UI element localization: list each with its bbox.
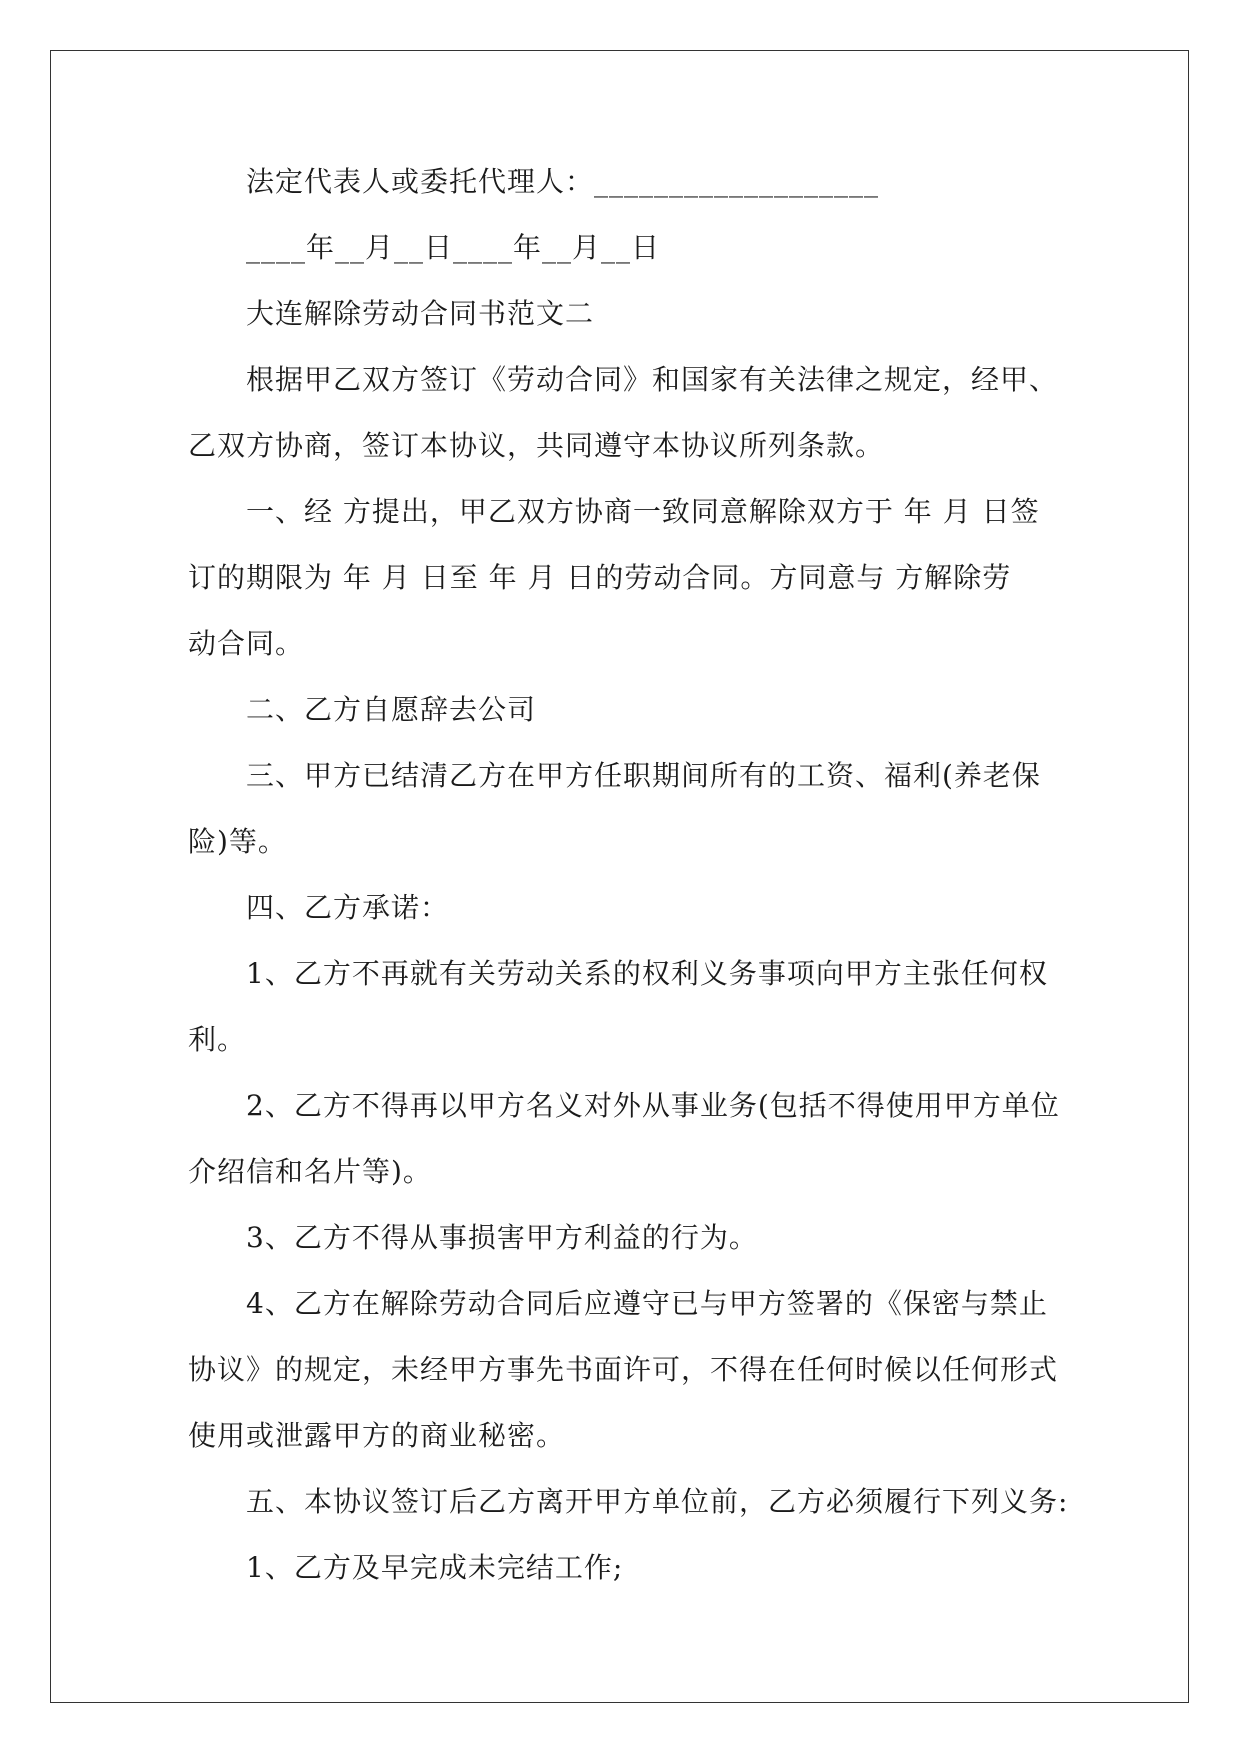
paragraph-line: 乙双方协商，签订本协议，共同遵守本协议所列条款。: [188, 429, 885, 462]
clause-3-line: 三、甲方已结清乙方在甲方任职期间所有的工资、福利(养老保: [246, 759, 1041, 792]
date-line: ____年__月__日____年__月__日: [246, 231, 661, 264]
clause-4-item-3: 3、乙方不得从事损害甲方利益的行为。: [246, 1221, 758, 1254]
clause-1-line: 一、经 方提出，甲乙双方协商一致同意解除双方于 年 月 日签: [246, 495, 1040, 528]
clause-4-item-4: 使用或泄露甲方的商业秘密。: [188, 1419, 566, 1452]
clause-3-line: 险)等。: [188, 825, 287, 858]
clause-4-item-2: 介绍信和名片等)。: [188, 1155, 432, 1188]
clause-5-heading: 五、本协议签订后乙方离开甲方单位前，乙方必须履行下列义务:: [246, 1485, 1069, 1518]
clause-4-item-2: 2、乙方不得再以甲方名义对外从事业务(包括不得使用甲方单位: [246, 1089, 1060, 1122]
clause-1-line: 订的期限为 年 月 日至 年 月 日的劳动合同。方同意与 方解除劳: [188, 561, 1012, 594]
clause-2-line: 二、乙方自愿辞去公司: [246, 693, 537, 726]
paragraph-line: 根据甲乙双方签订《劳动合同》和国家有关法律之规定，经甲、: [246, 363, 1059, 396]
clause-4-item-4: 协议》的规定，未经甲方事先书面许可，不得在任何时候以任何形式: [188, 1353, 1059, 1386]
clause-4-item-1: 利。: [188, 1023, 247, 1056]
clause-4-heading: 四、乙方承诺：: [246, 891, 450, 924]
clause-4-item-1: 1、乙方不再就有关劳动关系的权利义务事项向甲方主张任何权: [246, 957, 1048, 990]
clause-4-item-4: 4、乙方在解除劳动合同后应遵守已与甲方签署的《保密与禁止: [246, 1287, 1048, 1320]
clause-5-item-1: 1、乙方及早完成未完结工作;: [246, 1551, 624, 1584]
representative-signature-line: 法定代表人或委托代理人：___________________: [246, 165, 880, 198]
clause-1-line: 动合同。: [188, 627, 305, 660]
section-title: 大连解除劳动合同书范文二: [246, 297, 595, 330]
